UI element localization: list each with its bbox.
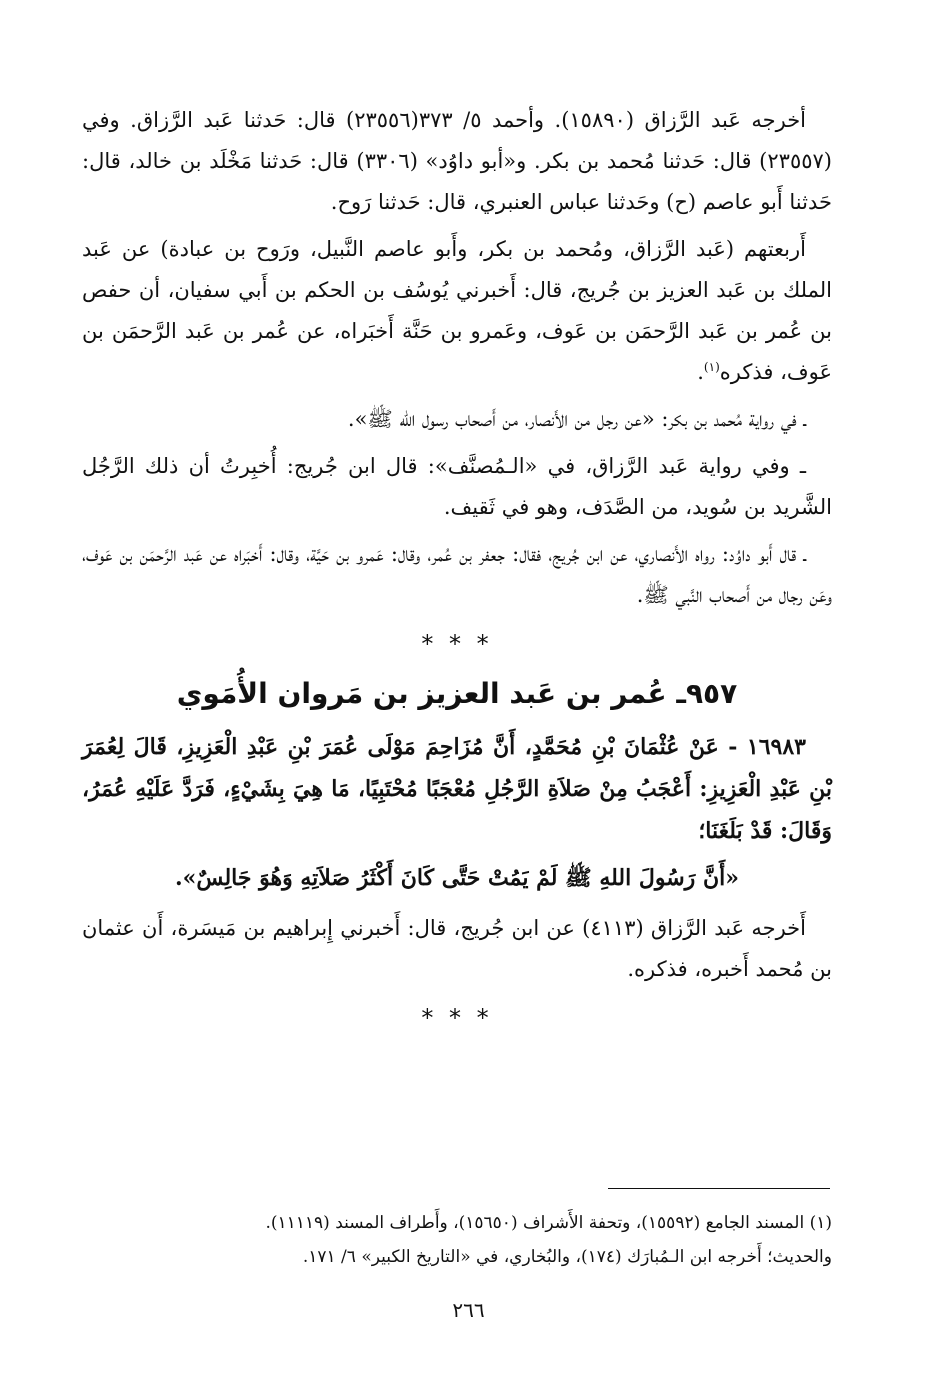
section-divider-stars-2: * * * bbox=[421, 1004, 493, 1032]
footnote-1-continued: والحديث؛ أَخرجه ابن الـمُبارَك (١٧٤)، والبُخاري، في «التاريخ الكبير» ٦/ ١٧١. bbox=[302, 1247, 832, 1267]
section-divider-stars: * * * bbox=[421, 630, 493, 658]
footnote-reference[interactable]: (١) bbox=[703, 360, 720, 374]
footnote-separator bbox=[608, 1188, 830, 1189]
paragraph-isnad: أَربعتهم (عَبد الرَّزاق، ومُحمد بن بكر، وأَبو عاصم النَّبيل، ورَوح بن عبادة) عن عَبد الملك بن عَبد العزيز بن جُريج، قال: أَخبرني يُوسُف بن الحكم بن أَبي سفيان، أن حفص بن عُمر بن عَبد الرَّحمَن بن عَوف، وعَمرو بن حَنَّة أَخبَراه، عن عُمر بن عَبد الرَّحمَن بن عَوف، فذكره$^{(١)}$. bbox=[82, 237, 832, 384]
page-number: ٢٦٦ bbox=[452, 1298, 485, 1322]
paragraph-isnad-text: أَربعتهم (عَبد الرَّزاق، ومُحمد بن بكر، وأَبو عاصم النَّبيل، ورَوح بن عبادة) عن عَبد الملك بن عَبد العزيز بن جُريج، قال: أَخبرني يُوسُف بن الحكم بن أَبي سفيان، أن حفص بن عُمر بن عَبد الرَّحمَن بن عَوف، وعَمرو بن حَنَّة أَخبَراه، عن عُمر بن عَبد الرَّحمَن بن عَوف، فذكره bbox=[82, 237, 832, 384]
paragraph-note-2: ـ وفي رواية عَبد الرَّزاق، في «الـمُصنَّف»: قال ابن جُريج: أُخبِرتُ أن ذلك الرَّجُل الشَّريد بن سُويد، من الصَّدَف، وهو في ثَقيف. bbox=[82, 454, 832, 519]
paragraph-takhrij-1: أخرجه عَبد الرَّزاق (١٥٨٩٠). وأحمد ٥/ ٣٧٣(٢٣٥٥٦) قال: حَدثنا عَبد الرَّزاق. وفي (٢٣٥٥٧) قال: حَدثنا مُحمد بن بكر. و«أبو داوُد» (٣٣٠٦) قال: حَدثنا مَخْلَد بن خالد، قال: حَدثنا أَبو عاصم (ح) وحَدثنا عباس العنبري، قال: حَدثنا رَوح. bbox=[82, 108, 832, 214]
paragraph-note-3: ـ قال أَبو داوُد: رواه الأَنصاري، عن ابن جُريج، فقال: جعفر بن عُمر، وقال: عَمرو بن حَيَّة، وقال: أَخبَراه عن عَبد الرَّحمَن بن عَوف، وعَن رجال من أَصحاب النَّبي ﷺ. bbox=[82, 542, 832, 607]
hadith-quote: «أَنَّ رَسُولَ اللهِ ﷺ لَمْ يَمُتْ حَتَّى كَانَ أَكْثَرُ صَلاَتِهِ وَهُوَ جَالِسٌ». bbox=[175, 865, 739, 891]
footnotes bbox=[82, 1206, 832, 1274]
main-text bbox=[82, 100, 832, 1042]
paragraph-note-1: ـ في رواية مُحمد بن بكر: «عن رجل من الأَنصار، من أَصحاب رسول الله ﷺ». bbox=[347, 407, 806, 431]
chapter-heading: ٩٥٧ـ عُمر بن عَبد العزيز بن مَروان الأُمَوي bbox=[176, 677, 738, 710]
footnote-1: (١) المسند الجامع (١٥٥٩٢)، وتحفة الأَشراف (١٥٦٥٠)، وأَطراف المسند (١١١١٩). bbox=[265, 1213, 832, 1233]
paragraph-takhrij-2: أَخرجه عَبد الرَّزاق (٤١١٣) عن ابن جُريج، قال: أَخبرني إِبراهيم بن مَيسَرة، أَن عثمان بن مُحمد أَخبره، فذكره. bbox=[82, 916, 832, 981]
hadith-text: ١٦٩٨٣ - عَنْ عُثْمَانَ بْنِ مُحَمَّدٍ، أَنَّ مُزَاحِمَ مَوْلَى عُمَرَ بْنِ عَبْدِ الْعَزِيزِ، قَالَ لِعُمَرَ بْنِ عَبْدِ الْعَزِيزِ: أَعْجَبُ مِنْ صَلاَةِ الرَّجُلِ مُعْجَبًا مُحْتَبِيًا، مَا هِيَ بِشَيْءٍ، فَرَدَّ عَلَيْهِ عُمَرُ، وَقَالَ: قَدْ بَلَغَنَا؛ bbox=[82, 734, 832, 844]
